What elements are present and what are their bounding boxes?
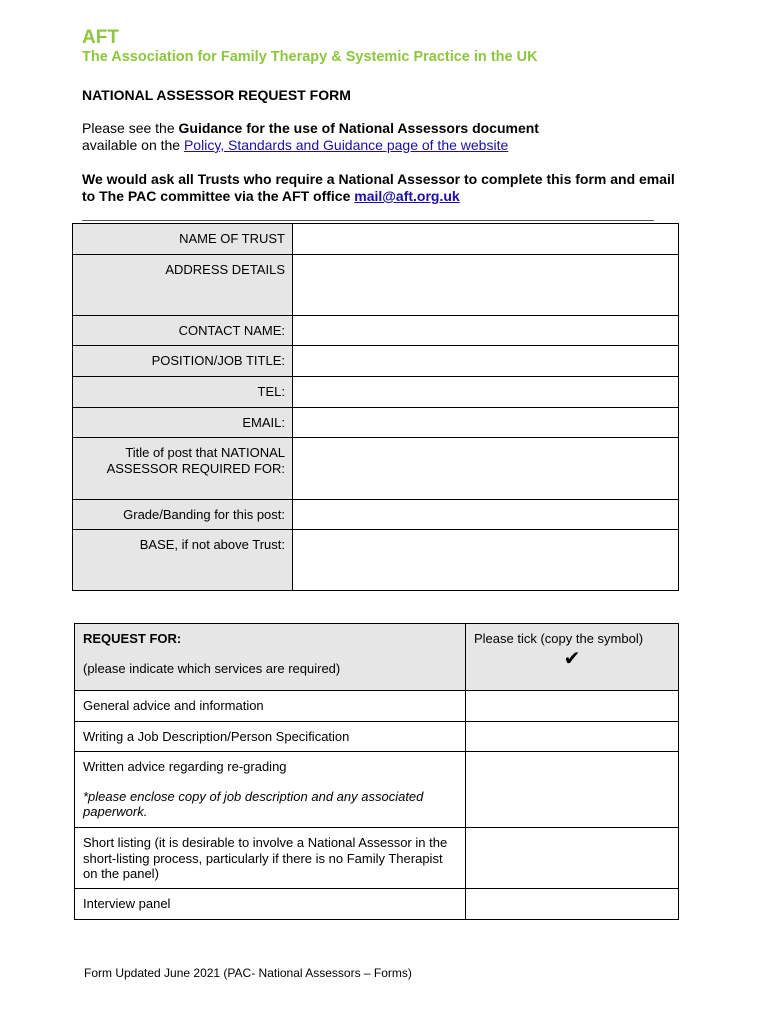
service-label: Short listing (it is desirable to involve a National Assessor in the short-listing process, particularly if there is no Family Therapist on the panel) <box>75 828 466 889</box>
service-cell <box>75 752 466 828</box>
policy-link[interactable]: Policy, Standards and Guidance page of the website <box>183 137 509 153</box>
base-field[interactable] <box>293 530 679 591</box>
request-header-subtitle: (please indicate which services are required) <box>83 660 341 676</box>
field-label: Grade/Banding for this post: <box>73 500 293 530</box>
contact-name-field[interactable] <box>293 316 679 346</box>
field-label: NAME OF TRUST <box>73 224 293 255</box>
guidance-doc-name: Guidance for the use of National Assessors document <box>178 120 539 136</box>
tick-cell[interactable] <box>466 722 679 752</box>
table-row <box>75 828 679 889</box>
intro-text: Please see the <box>82 120 179 136</box>
table-row <box>73 224 679 255</box>
page-title: NATIONAL ASSESSOR REQUEST FORM <box>82 87 351 103</box>
tick-header-cell <box>466 624 679 691</box>
intro-text-2: available on the <box>82 137 184 153</box>
table-row <box>75 691 679 722</box>
request-table <box>74 623 679 920</box>
table-row <box>75 889 679 920</box>
email-link[interactable]: mail@aft.org.uk <box>354 188 460 204</box>
table-row <box>73 530 679 591</box>
table-row <box>73 408 679 438</box>
trust-details-table <box>72 223 679 591</box>
tick-cell[interactable] <box>466 752 679 828</box>
tel-field[interactable] <box>293 377 679 408</box>
grade-field[interactable] <box>293 500 679 530</box>
email-field[interactable] <box>293 408 679 438</box>
org-short-name: AFT <box>82 27 119 48</box>
address-field[interactable] <box>293 255 679 316</box>
position-field[interactable] <box>293 346 679 377</box>
request-header-cell <box>75 624 466 691</box>
table-row <box>73 316 679 346</box>
request-header-title: REQUEST FOR: <box>83 631 182 646</box>
tick-header-label: Please tick (copy the symbol) <box>474 631 644 646</box>
table-header-row <box>75 624 679 691</box>
table-row <box>73 377 679 408</box>
table-row <box>73 500 679 530</box>
intro-paragraph <box>82 120 682 154</box>
table-row <box>75 752 679 828</box>
tick-cell[interactable] <box>466 889 679 920</box>
field-label: POSITION/JOB TITLE: <box>73 346 293 377</box>
field-label: CONTACT NAME: <box>73 316 293 346</box>
table-row <box>73 255 679 316</box>
field-label: ADDRESS DETAILS <box>73 255 293 316</box>
org-full-name: The Association for Family Therapy & Systemic Practice in the UK <box>82 49 538 65</box>
field-label: TEL: <box>73 377 293 408</box>
service-label: Interview panel <box>75 889 466 920</box>
table-row <box>73 346 679 377</box>
service-note: *please enclose copy of job description and any associated paperwork. <box>83 788 424 819</box>
service-label: General advice and information <box>75 691 466 722</box>
table-row <box>73 438 679 500</box>
tick-cell[interactable] <box>466 828 679 889</box>
service-label: Writing a Job Description/Person Specification <box>75 722 466 752</box>
tick-cell[interactable] <box>466 691 679 722</box>
table-row <box>75 722 679 752</box>
field-label: EMAIL: <box>73 408 293 438</box>
field-label: BASE, if not above Trust: <box>73 530 293 591</box>
trust-name-field[interactable] <box>293 224 679 255</box>
post-title-field[interactable] <box>293 438 679 500</box>
divider <box>82 220 654 221</box>
checkmark-icon: ✔ <box>563 645 581 670</box>
service-label: Written advice regarding re-grading <box>83 759 287 774</box>
field-label: Title of post that NATIONAL ASSESSOR REQUIRED FOR: <box>73 438 293 500</box>
footer-text: Form Updated June 2021 (PAC- National Assessors – Forms) <box>84 966 412 980</box>
instruction-text: We would ask all Trusts who require a National Assessor to complete this form and email to The PAC committee via the AFT office <box>82 171 675 204</box>
instruction-paragraph <box>82 171 682 205</box>
